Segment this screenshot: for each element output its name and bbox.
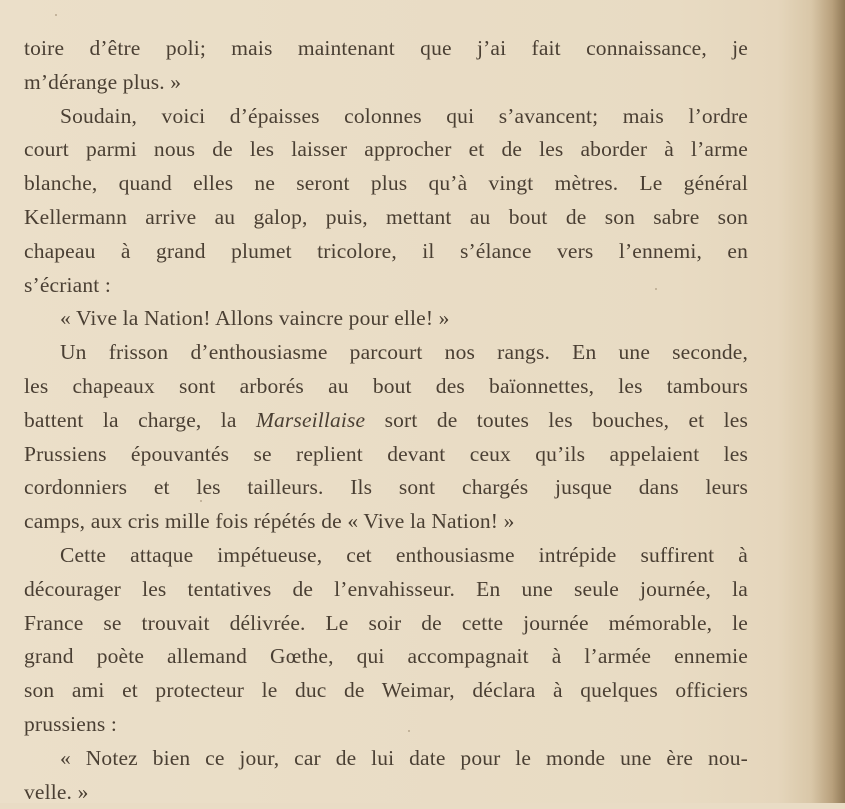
text-line: « Vive la Nation! Allons vaincre pour elle! » bbox=[60, 306, 450, 331]
text-line: grand poète allemand Gœthe, qui accompagnait à l’armée ennemie bbox=[24, 644, 748, 669]
text-line: Soudain, voici d’épaisses colonnes qui s’avancent; mais l’ordre bbox=[60, 103, 748, 128]
text-line: s’écriant : bbox=[24, 272, 112, 297]
text-run: battent la charge, la bbox=[24, 407, 256, 432]
paragraph bbox=[24, 32, 748, 100]
text-line: prussiens : bbox=[24, 711, 118, 736]
text-line: cordonniers et les tailleurs. Ils sont chargés jusque dans leurs bbox=[24, 475, 748, 500]
text-line: blanche, quand elles ne seront plus qu’à vingt mètres. Le général bbox=[24, 171, 748, 196]
text-line: Kellermann arrive au galop, puis, mettant au bout de son sabre son bbox=[24, 204, 748, 229]
paragraph bbox=[24, 302, 748, 336]
italic-title: Marseillaise bbox=[255, 407, 366, 432]
text-line: velle. » bbox=[24, 779, 89, 804]
text-line: Prussiens épouvantés se replient devant ceux qu’ils appelaient les bbox=[24, 441, 748, 466]
text-line: chapeau à grand plumet tricolore, il s’élance vers l’ennemi, en bbox=[24, 238, 748, 263]
text-line: Cette attaque impétueuse, cet enthousiasme intrépide suffirent à bbox=[60, 542, 748, 567]
paragraph bbox=[24, 336, 748, 539]
text-line: décourager les tentatives de l’envahisseur. En une seule journée, la bbox=[24, 576, 748, 601]
text-line: m’dérange plus. » bbox=[24, 69, 182, 94]
text-line: toire d’être poli; mais maintenant que j’ai fait connaissance, je bbox=[24, 36, 748, 60]
text-line: les chapeaux sont arborés au bout des baïonnettes, les tambours bbox=[24, 373, 748, 398]
text-line: camps, aux cris mille fois répétés de « Vive la Nation! » bbox=[24, 509, 515, 534]
text-line: France se trouvait délivrée. Le soir de cette journée mémorable, le bbox=[24, 610, 748, 635]
text-line bbox=[24, 404, 748, 438]
text-run: sort de toutes les bouches, et les bbox=[365, 407, 748, 432]
body-text bbox=[24, 32, 748, 809]
text-line: Un frisson d’enthousiasme parcourt nos rangs. En une seconde, bbox=[60, 340, 748, 365]
text-line: court parmi nous de les laisser approcher et de les aborder à l’arme bbox=[24, 137, 748, 162]
text-line: « Notez bien ce jour, car de lui date pour le monde une ère nou- bbox=[60, 745, 748, 770]
paragraph bbox=[24, 539, 748, 742]
paper-speck bbox=[55, 14, 57, 16]
text-line: son ami et protecteur le duc de Weimar, déclara à quelques officiers bbox=[24, 678, 748, 703]
paragraph bbox=[24, 100, 748, 303]
paragraph bbox=[24, 742, 748, 809]
